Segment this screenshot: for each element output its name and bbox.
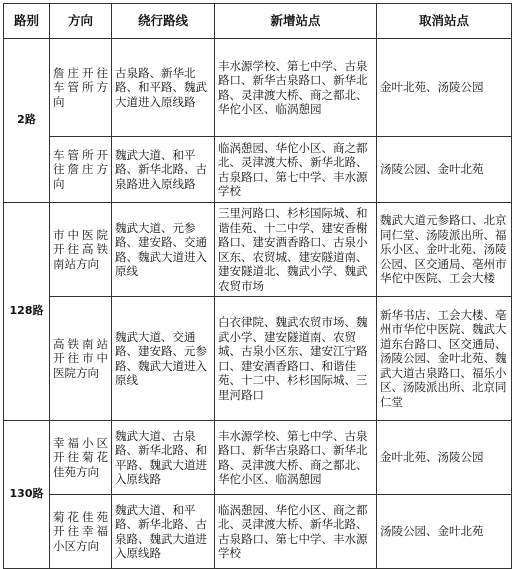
added-stops-cell	[215, 203, 377, 297]
direction-cell	[50, 495, 112, 569]
added-stops-text: 丰水源学校、第七中学、古泉路口、新华古泉路口、新华北路、灵津渡大桥、商之都北、华佗小区、临涡憩园	[218, 58, 368, 116]
added-stops-cell	[215, 495, 377, 569]
cancelled-stops-text: 金叶北苑、汤陵公园	[380, 450, 484, 465]
detour-cell	[112, 421, 215, 495]
route-change-table-wrapper	[3, 3, 512, 569]
cancelled-stops-cell	[377, 421, 512, 495]
cancelled-stops-cell	[377, 203, 512, 297]
detour-text: 古泉路、新华北路、和平路、魏武大道进入原线路	[115, 65, 207, 109]
detour-text: 魏武大道、和平路、新华北路、古泉路进入原线路	[115, 147, 207, 191]
detour-cell	[112, 495, 215, 569]
header-added-stops: 新增站点	[215, 4, 377, 39]
direction-text: 车管所开往詹庄方向	[53, 147, 108, 191]
cancelled-stops-text: 魏武大道元参路口、北京同仁堂、汤陵派出所、福乐小区、金叶北苑、汤陵公园、区交通局、亳州市华佗中医院、工会大楼	[380, 213, 507, 286]
detour-text: 魏武大道、古泉路、新华北路、和平路、魏武大道进入原线路	[115, 428, 207, 486]
added-stops-cell	[215, 421, 377, 495]
direction-cell	[50, 137, 112, 203]
route-name: 130路	[4, 421, 50, 569]
added-stops-text: 临涡憩园、华佗小区、商之都北、灵津渡大桥、新华北路、古泉路口、第七中学、丰水源学校	[218, 140, 368, 198]
route-name: 128路	[4, 203, 50, 421]
table-row	[4, 137, 512, 203]
direction-cell	[50, 39, 112, 137]
header-cancelled-stops: 取消站点	[377, 4, 512, 39]
cancelled-stops-text: 汤陵公园、金叶北苑	[380, 524, 484, 539]
direction-text: 菊花佳苑开往幸福小区方向	[53, 509, 108, 553]
detour-text: 魏武大道、和平路、新华北路、古泉路、魏武大道进入原线路	[115, 502, 207, 560]
detour-cell	[112, 137, 215, 203]
cancelled-stops-cell	[377, 495, 512, 569]
added-stops-text: 临涡憩园、华佗小区、商之都北、灵津渡大桥、新华北路、古泉路口、第七中学、丰水源学校	[218, 502, 368, 560]
cancelled-stops-cell	[377, 39, 512, 137]
direction-text: 詹庄开往车管所方向	[53, 65, 108, 109]
added-stops-text: 三里河路口、杉杉国际城、和谐佳苑、十二中学、建安香榭路口、建安酒香路口、古泉小区东、农贸城、建安隧道南、建安隧道北、魏武小学、魏武农贸市场	[218, 206, 368, 293]
table-row	[4, 421, 512, 495]
route-change-table	[3, 3, 512, 569]
route-name: 2路	[4, 39, 50, 203]
direction-cell	[50, 297, 112, 421]
table-row	[4, 39, 512, 137]
table-row	[4, 495, 512, 569]
direction-text: 高铁南站开往市中医院方向	[53, 336, 108, 380]
added-stops-text: 白衣律院、魏武农贸市场、魏武小学、建安隧道南、农贸城、古泉小区东、建安江宁路口、建安酒香路口、和谐佳苑、十二中、杉杉国际城、三里河路口	[218, 315, 368, 402]
direction-text: 市中医院开往高铁南站方向	[53, 227, 108, 271]
detour-cell	[112, 39, 215, 137]
added-stops-text: 丰水源学校、第七中学、古泉路口、新华古泉路口、新华北路、灵津渡大桥、商之都北、华佗小区、临涡憩园	[218, 428, 368, 486]
header-route: 路别	[4, 4, 50, 39]
header-detour: 绕行路线	[112, 4, 215, 39]
header-direction: 方向	[50, 4, 112, 39]
direction-cell	[50, 421, 112, 495]
detour-text: 魏武大道、交通路、建安路、元参路、魏武大道进入原线	[115, 329, 207, 387]
cancelled-stops-text: 金叶北苑、汤陵公园	[380, 80, 484, 95]
added-stops-cell	[215, 137, 377, 203]
detour-cell	[112, 203, 215, 297]
added-stops-cell	[215, 39, 377, 137]
direction-text: 幸福小区开往菊花佳苑方向	[53, 435, 108, 479]
direction-cell	[50, 203, 112, 297]
cancelled-stops-cell	[377, 137, 512, 203]
detour-text: 魏武大道、元参路、建安路、交通路、魏武大道进入原线	[115, 220, 207, 278]
table-row	[4, 203, 512, 297]
detour-cell	[112, 297, 215, 421]
header-row	[4, 4, 512, 39]
cancelled-stops-text: 新华书店、工会大楼、亳州市华佗中医院、魏武大道东台路口、区交通局、汤陵公园、金叶北苑、魏武大道古泉路口、福乐小区、汤陵派出所、北京同仁堂	[380, 307, 507, 409]
cancelled-stops-text: 汤陵公园、金叶北苑	[380, 162, 484, 177]
cancelled-stops-cell	[377, 297, 512, 421]
table-row	[4, 297, 512, 421]
added-stops-cell	[215, 297, 377, 421]
